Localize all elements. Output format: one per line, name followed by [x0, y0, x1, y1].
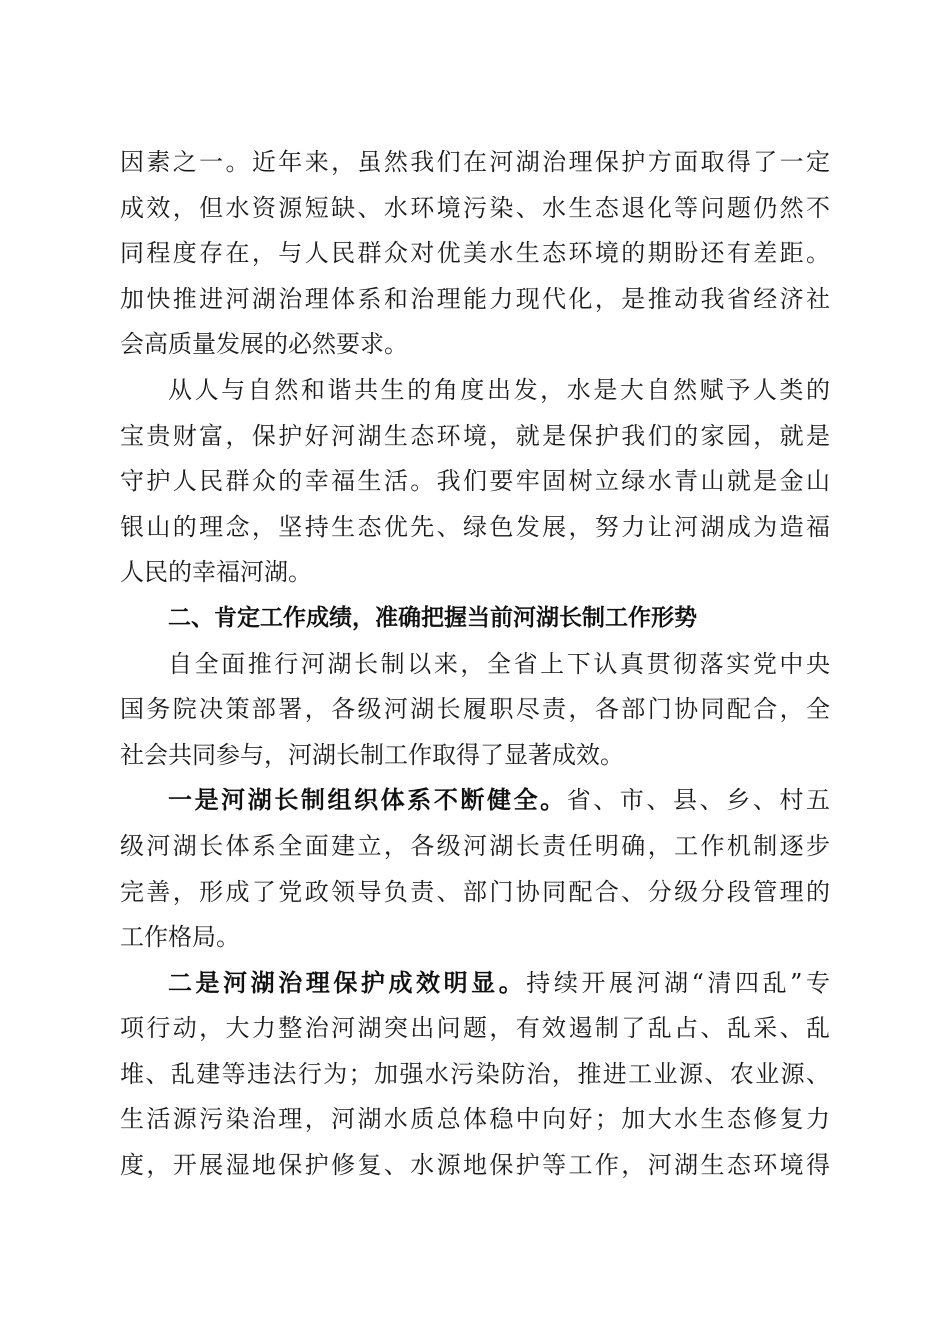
- paragraph-lead-rest: 省、市、县、乡、村五: [566, 786, 830, 815]
- text-line: 宝贵财富，保护好河湖生态环境，就是保护我们的家园，就是: [120, 421, 830, 450]
- paragraph: [120, 961, 830, 1189]
- paragraph: [120, 642, 830, 779]
- text-line: 成效，但水资源短缺、水环境污染、水生态退化等问题仍然不: [120, 193, 830, 222]
- text-line: 加快推进河湖治理体系和治理能力现代化，是推动我省经济社: [120, 284, 830, 313]
- paragraph: [120, 368, 830, 596]
- text-line: 堆、乱建等违法行为；加强水污染防治，推进工业源、农业源、: [120, 1059, 830, 1088]
- text-line: 从人与自然和谐共生的角度出发，水是大自然赋予人类的: [168, 375, 830, 404]
- paragraph: [120, 778, 830, 960]
- text-line: 守护人民群众的幸福生活。我们要牢固树立绿水青山就是金山: [120, 467, 830, 496]
- document-body: [120, 140, 830, 1189]
- paragraph-lead: 二是河湖治理保护成效明显。: [168, 968, 527, 997]
- text-line: 因素之一。近年来，虽然我们在河湖治理保护方面取得了一定: [120, 148, 830, 176]
- text-line: [120, 961, 830, 1007]
- text-line: 银山的理念，坚持生态优先、绿色发展，努力让河湖成为造福: [120, 512, 830, 541]
- text-line: 生活源污染治理，河湖水质总体稳中向好；加大水生态修复力: [120, 1105, 830, 1134]
- text-line: 社会共同参与，河湖长制工作取得了显著成效。: [120, 740, 624, 769]
- text-line: 工作格局。: [120, 923, 240, 952]
- paragraph-lead: 一是河湖长制组织体系不断健全。: [168, 786, 567, 815]
- text-line: 项行动，大力整治河湖突出问题，有效遏制了乱占、乱采、乱: [120, 1014, 830, 1043]
- text-line: 人民的幸福河湖。: [120, 558, 312, 587]
- text-line: 会高质量发展的必然要求。: [120, 330, 408, 359]
- text-line: 自全面推行河湖长制以来，全省上下认真贯彻落实党中央: [168, 649, 830, 678]
- text-line: [120, 778, 830, 824]
- text-line: 国务院决策部署，各级河湖长履职尽责，各部门协同配合，全: [120, 695, 830, 724]
- section-heading-text: 二、肯定工作成绩，准确把握当前河湖长制工作形势: [168, 604, 697, 631]
- text-line: 度，开展湿地保护修复、水源地保护等工作，河湖生态环境得: [120, 1151, 830, 1180]
- text-line: 级河湖长体系全面建立，各级河湖长责任明确，工作机制逐步: [120, 831, 830, 860]
- paragraph: [120, 140, 830, 368]
- text-line: 完善，形成了党政领导负责、部门协同配合、分级分段管理的: [120, 877, 830, 906]
- section-heading: [120, 596, 830, 642]
- text-line: 同程度存在，与人民群众对优美水生态环境的期盼还有差距。: [120, 239, 830, 268]
- paragraph-lead-rest: 持续开展河湖“清四乱”专: [526, 968, 831, 997]
